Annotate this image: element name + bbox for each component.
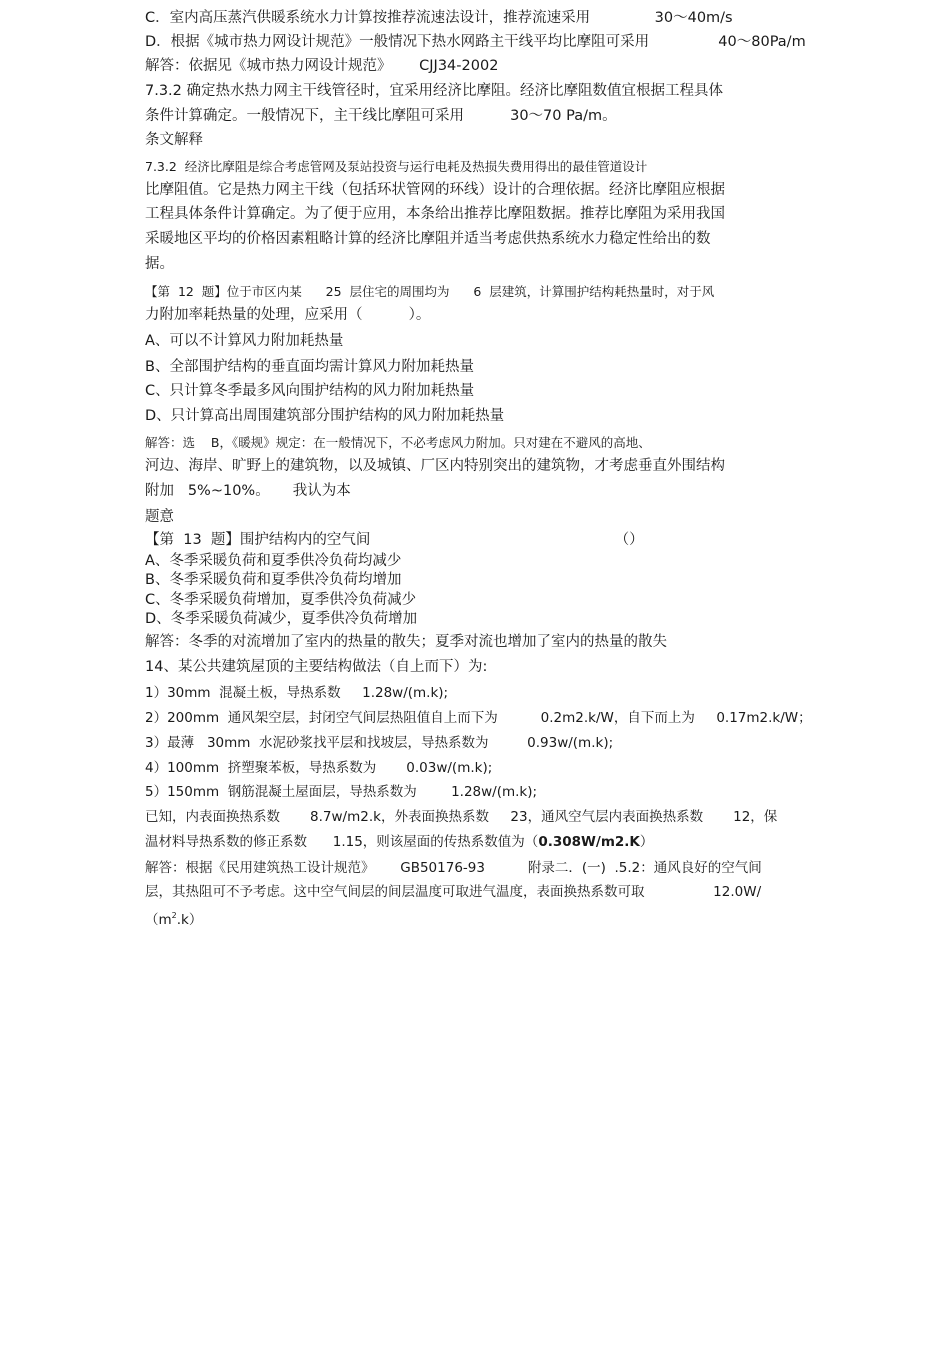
- text-line: 【第 12 题】位于市区内某 25 层住宅的周围均为 6 层建筑，计算围护结构耗热量时，对于风: [145, 284, 715, 299]
- text-line: 解答：选 B，《暖规》规定：在一般情况下，不必考虑风力附加。只对建在不避风的高地、: [145, 435, 651, 450]
- text-line: 条件计算确定。一般情况下，主干线比摩阻可采用 30～70 Pa/m。: [145, 108, 617, 124]
- text-line: 已知，内表面换热系数 8.7w/m2.k，外表面换热系数 23，通风空气层内表面换热系数 12，保: [145, 809, 778, 825]
- text-line: A、冬季采暖负荷和夏季供冷负荷均减少: [145, 553, 402, 569]
- answer-value: 0.308W/m2.K: [538, 834, 640, 850]
- text-line: 7.3.2 确定热水热力网主干线管径时，宜采用经济比摩阻。经济比摩阻数值宜根据工程具体: [145, 83, 723, 99]
- text-line: 14、某公共建筑屋顶的主要结构做法（自上而下）为:: [145, 659, 488, 675]
- text-line: D．根据《城市热力网设计规范》一般情况下热水网路主干线平均比摩阻可采用 40～80Pa/m: [145, 34, 806, 50]
- text-line: 层，其热阻可不予考虑。这中空气间层的间层温度可取进气温度，表面换热系数可取 12.0W/: [145, 884, 762, 900]
- text-line: 解答：依据见《城市热力网设计规范》 CJJ34-2002: [145, 58, 499, 74]
- text-line: B、冬季采暖负荷和夏季供冷负荷均增加: [145, 572, 402, 588]
- text-line: 力附加率耗热量的处理，应采用（ ）。: [145, 307, 431, 323]
- text-line: 4）100mm 挤塑聚苯板，导热系数为 0.03w/(m.k);: [145, 760, 493, 776]
- text-line: 河边、海岸、旷野上的建筑物，以及城镇、厂区内特别突出的建筑物，才考虑垂直外围结构: [145, 458, 725, 474]
- text-line: 1）30mm 混凝土板，导热系数 1.28w/(m.k);: [145, 685, 449, 701]
- text-line: 解答：冬季的对流增加了室内的热量的散失；夏季对流也增加了室内的热量的散失: [145, 634, 667, 650]
- text-line: C、只计算冬季最多风向围护结构的风力附加耗热量: [145, 383, 475, 399]
- text-line: 工程具体条件计算确定。为了便于应用，本条给出推荐比摩阻数据。推荐比摩阻为采用我国: [145, 206, 725, 222]
- question-text: 温材料导热系数的修正系数 1.15，则该屋面的传热系数值为（: [145, 834, 539, 850]
- text-line: 2）200mm 通风架空层，封闭空气间层热阻值自上而下为 0.2m2.k/W，自下而上为 0.17m2.k/W；: [145, 710, 812, 726]
- text-line: 附加 5%~10%。 我认为本: [145, 483, 351, 499]
- text-line: D、只计算高出周围建筑部分围护结构的风力附加耗热量: [145, 408, 505, 424]
- unit-text: .k）: [176, 912, 203, 928]
- closing-paren: ）: [639, 834, 654, 850]
- text-line: 5）150mm 钢筋混凝土屋面层，导热系数为 1.28w/(m.k);: [145, 784, 538, 800]
- superscript: 2: [171, 911, 177, 920]
- text-line: 7.3.2 经济比摩阻是综合考虑管网及泵站投资与运行电耗及热损失费用得出的最佳管道设计: [145, 159, 648, 174]
- unit-text: （m: [145, 912, 172, 928]
- text-line: A、可以不计算风力附加耗热量: [145, 333, 344, 349]
- text-line: C、冬季采暖负荷增加，夏季供冷负荷减少: [145, 592, 417, 608]
- text-line: 采暖地区平均的价格因素粗略计算的经济比摩阻并适当考虑供热系统水力稳定性给出的数: [145, 231, 711, 247]
- text-line: 解答：根据《民用建筑热工设计规范》 GB50176-93 附录二．(一) .5.2：通风良好的空气间: [145, 860, 762, 876]
- text-line: 条文解释: [145, 132, 203, 148]
- text-line: [145, 832, 653, 852]
- text-line: B、全部围护结构的垂直面均需计算风力附加耗热量: [145, 359, 474, 375]
- text-line: 比摩阻值。它是热力网主干线（包括环状管网的环线）设计的合理依据。经济比摩阻应根据: [145, 182, 725, 198]
- text-line: 3）最薄 30mm 水泥砂浆找平层和找坡层，导热系数为 0.93w/(m.k);: [145, 735, 614, 751]
- text-line: 据。: [145, 256, 174, 272]
- text-line: 题意: [145, 509, 174, 525]
- text-line: D、冬季采暖负荷减少，夏季供冷负荷增加: [145, 611, 418, 627]
- text-line: C．室内高压蒸汽供暖系统水力计算按推荐流速法设计，推荐流速采用 30～40m/s: [145, 10, 733, 26]
- text-line: [145, 906, 202, 930]
- text-line: 【第 13 题】围护结构内的空气间 （）: [145, 532, 644, 548]
